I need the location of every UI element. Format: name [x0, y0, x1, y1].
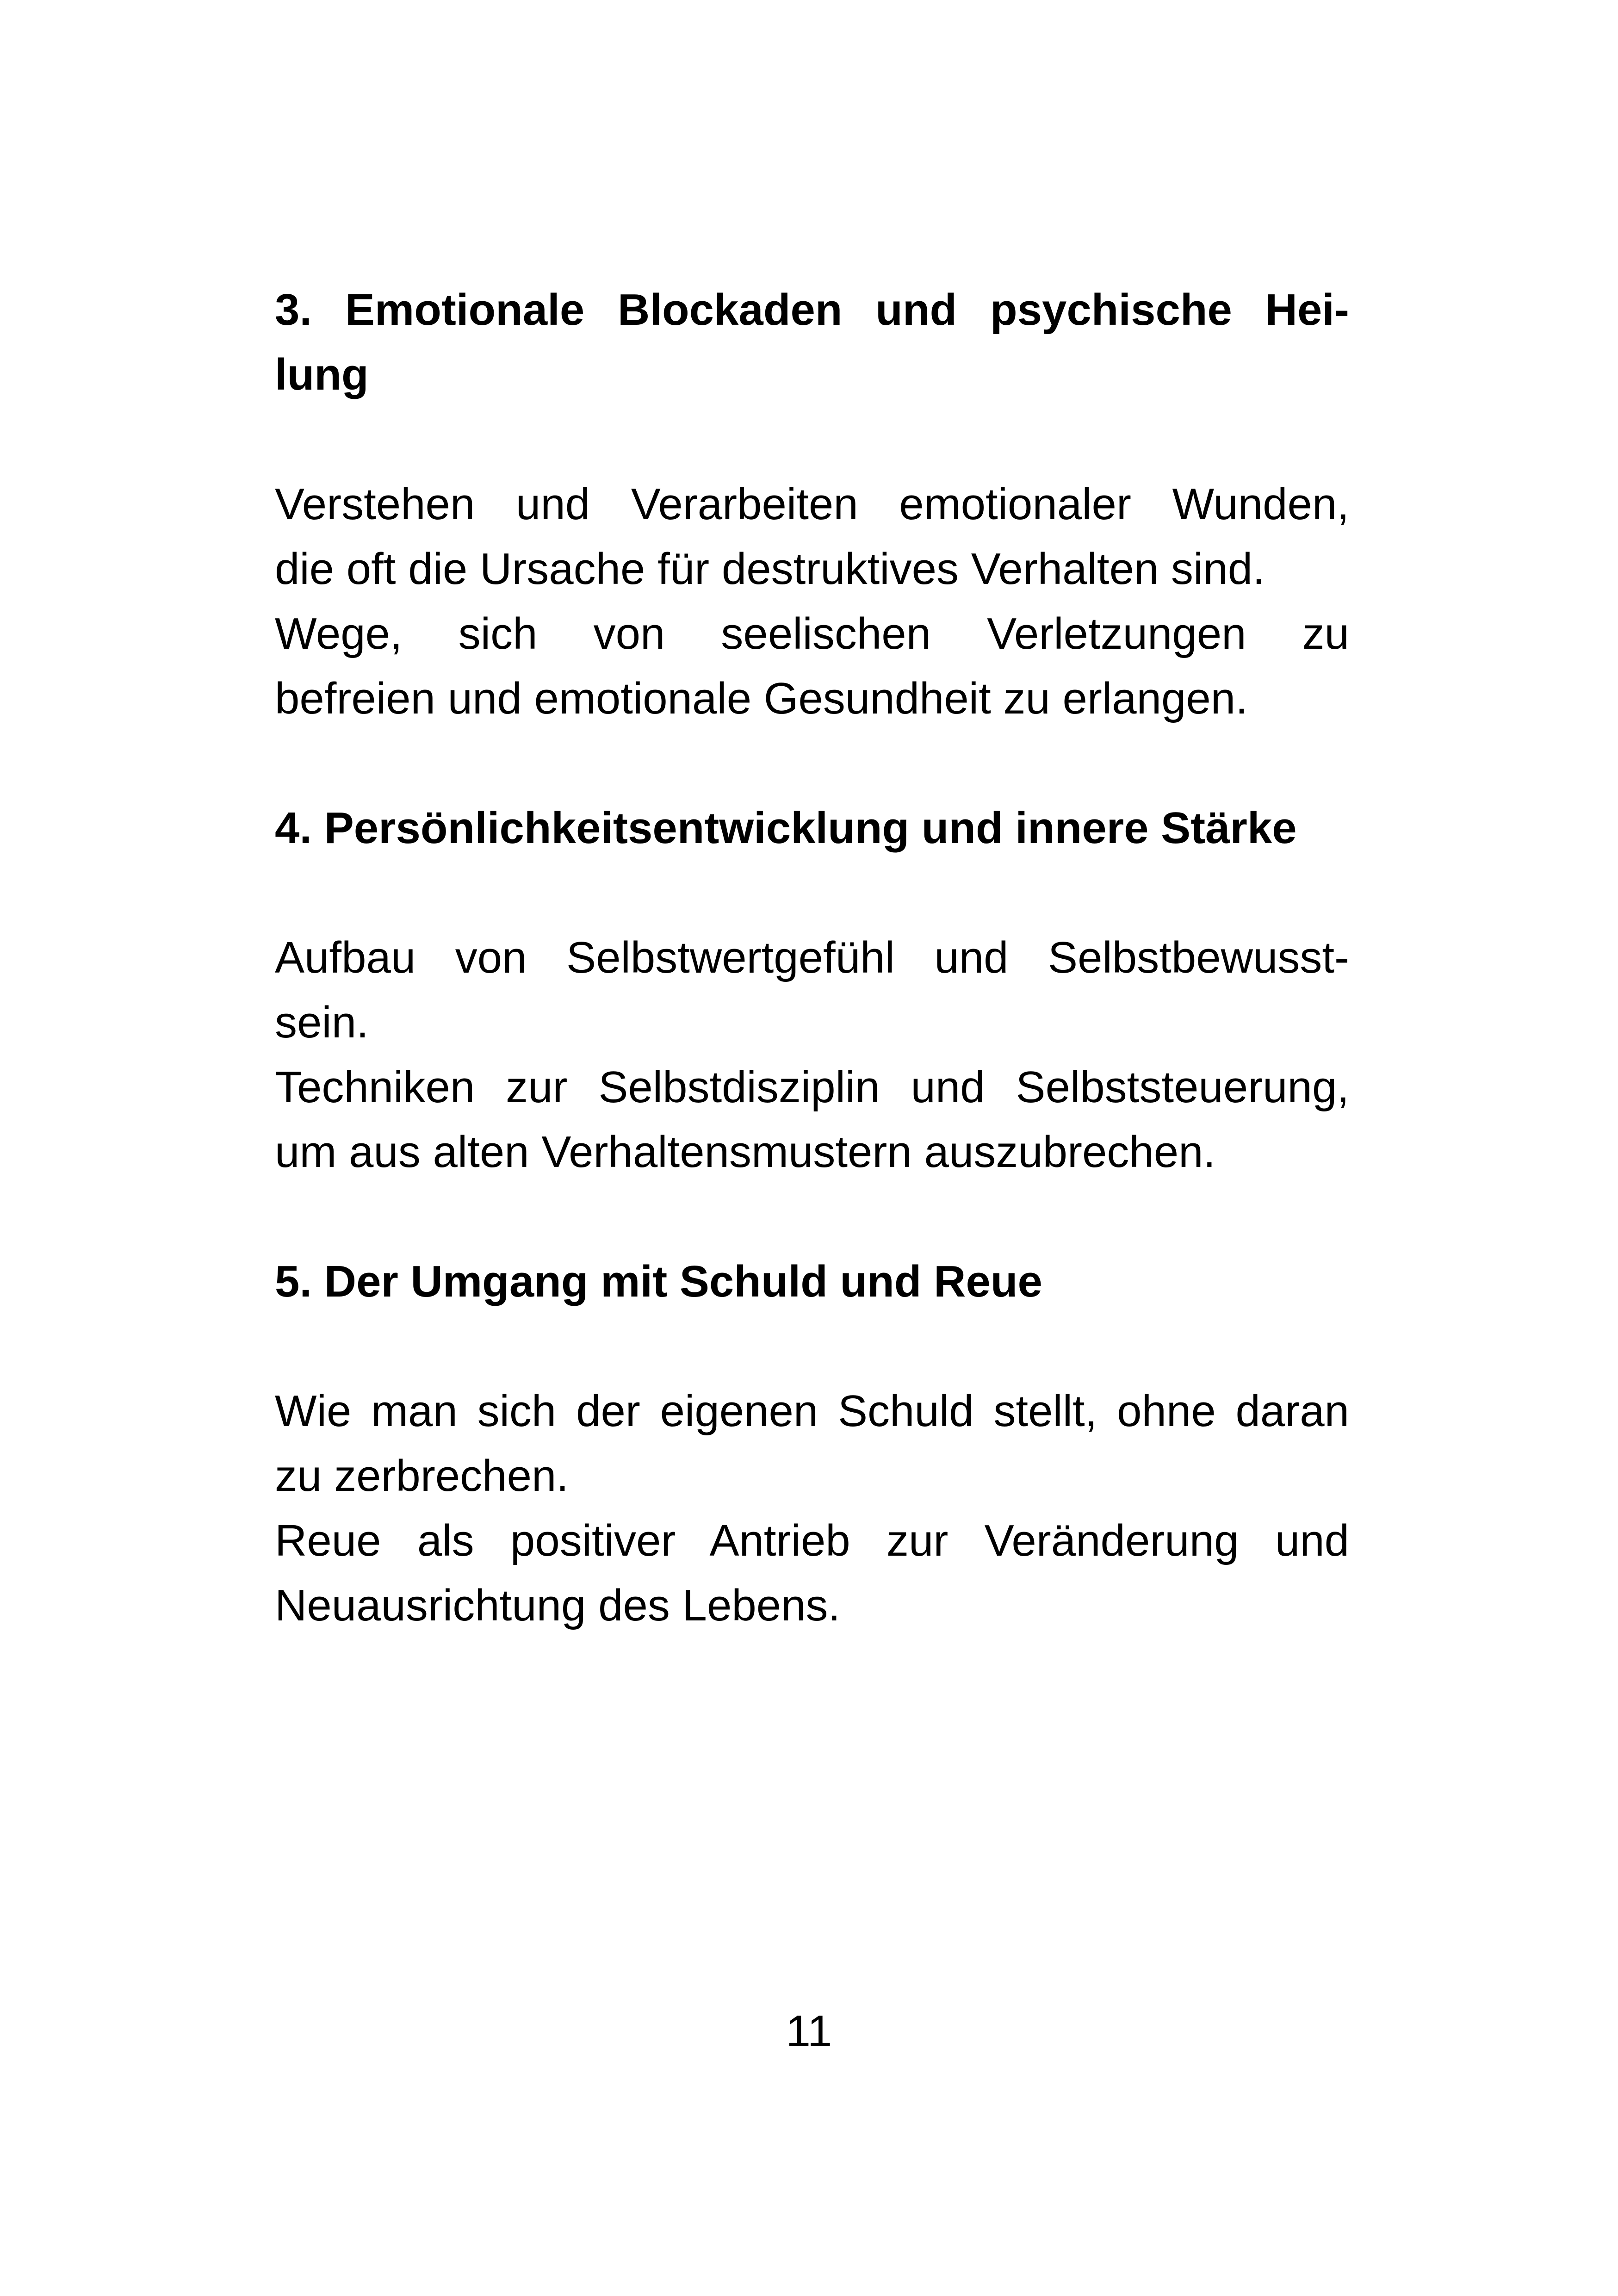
section-3	[275, 278, 1349, 731]
section-3-body-line-3: Wege, sich von seelischen Verletzungen zu	[275, 609, 1349, 658]
section-5-heading: 5. Der Umgang mit Schuld und Reue	[275, 1257, 1042, 1306]
section-3-body-line-1: Verstehen und Verarbeiten emotionaler Wunden,	[275, 479, 1349, 529]
section-4	[275, 796, 1349, 1185]
page-content	[275, 278, 1349, 1638]
section-5	[275, 1249, 1349, 1638]
section-5-body-line-4: Neuausrichtung des Lebens.	[275, 1581, 841, 1630]
section-4-heading: 4. Persönlichkeitsentwicklung und innere Stärke	[275, 803, 1297, 853]
section-4-body-line-1: Aufbau von Selbstwertgefühl und Selbstbewusst-	[275, 933, 1349, 982]
section-3-heading-line-1: 3. Emotionale Blockaden und psychische Hei-	[275, 285, 1349, 335]
section-4-body-line-2: sein.	[275, 998, 369, 1047]
section-5-body-line-1: Wie man sich der eigenen Schuld stellt, ohne daran	[275, 1386, 1349, 1436]
section-4-body-line-4: um aus alten Verhaltensmustern auszubrechen.	[275, 1127, 1216, 1177]
section-5-body-line-3: Reue als positiver Antrieb zur Veränderung und	[275, 1516, 1349, 1565]
section-3-body-line-4: befreien und emotionale Gesundheit zu erlangen.	[275, 674, 1248, 723]
section-5-body-line-2: zu zerbrechen.	[275, 1451, 569, 1501]
page-number: 11	[786, 2006, 832, 2056]
section-3-body-line-2: die oft die Ursache für destruktives Verhalten sind.	[275, 544, 1265, 594]
section-3-heading-line-2: lung	[275, 350, 369, 399]
section-4-body-line-3: Techniken zur Selbstdisziplin und Selbststeuerung,	[275, 1062, 1349, 1112]
